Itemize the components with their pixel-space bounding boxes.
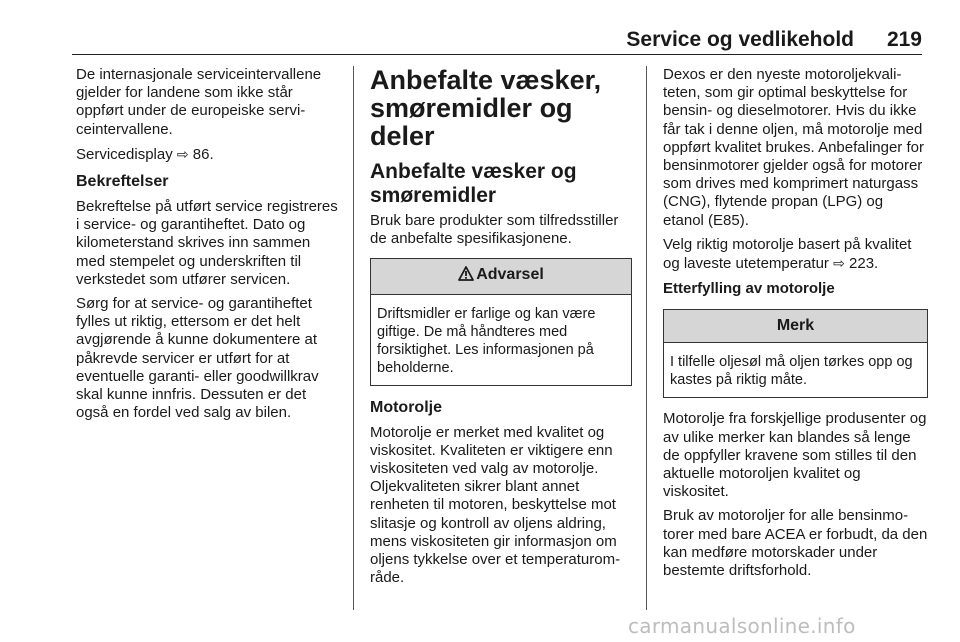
arrow-reference-icon: ⇨ bbox=[833, 255, 845, 272]
heading-motorolje: Motorolje bbox=[370, 398, 442, 416]
paragraph: Bruk bare produkter som tilfredsstiller de anbefalte spesifikasjonene. bbox=[370, 212, 619, 248]
page-header bbox=[72, 28, 922, 55]
column-middle bbox=[370, 66, 632, 593]
warning-box bbox=[370, 258, 632, 385]
page-reference-link[interactable]: 86. bbox=[192, 145, 214, 163]
section-title: Service og vedlikehold bbox=[626, 28, 854, 51]
warning-header bbox=[371, 259, 631, 294]
column-divider bbox=[646, 66, 647, 610]
warning-triangle-icon bbox=[458, 266, 474, 286]
column-divider bbox=[353, 66, 354, 610]
heading-bekreftelser: Bekreftelser bbox=[76, 173, 169, 191]
arrow-reference-icon: ⇨ bbox=[176, 145, 189, 162]
note-header: Merk bbox=[664, 310, 927, 343]
column-left bbox=[76, 66, 340, 428]
chapter-heading: Anbefalte væsker, smøremidler og deler bbox=[370, 65, 602, 151]
paragraph: Bekreftelse på utført service registreres i service- og garantiheftet. Dato og kilometerstand skrives inn sammen med stempelet og underskriften til verkstedet som utfører servicen. bbox=[76, 198, 338, 288]
paragraph: Motorolje fra forskjellige produsenter og av ulike merker kan blandes så lenge de oppfyller kravene som stilles til den aktuelle motoroljen kvalitet og viskositet. bbox=[663, 410, 927, 501]
paragraph: Motorolje er merket med kvalitet og viskositet. Kvaliteten er viktigere enn viskositeten ved valg av motorolje. Oljekvaliteten sikrer blant annet renheten til motoren, beskyttelse mot slitasje og kontroll av oljens aldring, mens viskositeten gir informasjon om oljens tykkelse over et temperaturområde. bbox=[370, 423, 621, 587]
warning-body: Driftsmidler er farlige og kan være giftige. De må håndteres med forsiktighet. Les informasjonen på beholderne. bbox=[377, 305, 596, 376]
note-body: I tilfelle oljesøl må oljen tørkes opp og kastes på riktig måte. bbox=[670, 354, 913, 389]
paragraph bbox=[663, 236, 928, 273]
paragraph bbox=[76, 145, 340, 164]
page-number: 219 bbox=[886, 28, 922, 51]
paragraph: Sørg for at service- og garantiheftet fylles ut riktig, ettersom er det helt avgjørende å kunne dokumentere at påkrevde servicer er utført for at eventuelle garanti- eller goodwillkrav skal kunne innfris. Dessuten er det også en fordel ved salg av bilen. bbox=[76, 295, 319, 422]
watermark: carmanualsonline.info bbox=[628, 614, 856, 638]
section-heading: Anbefalte væsker og smøremidler bbox=[370, 160, 577, 207]
column-right bbox=[663, 66, 928, 586]
paragraph-text: Velg riktig motorolje basert på kvalitet og laveste utetemperatur bbox=[663, 235, 912, 273]
warning-title: Advarsel bbox=[476, 266, 544, 284]
note-box bbox=[663, 309, 928, 398]
cross-reference-label: Servicedisplay bbox=[76, 145, 173, 163]
paragraph: De internasjonale serviceintervallene gjelder for landene som ikke står oppført under de europeiske serviceintervallene. bbox=[76, 66, 322, 138]
heading-etterfylling: Etterfylling av motorolje bbox=[663, 280, 835, 298]
paragraph: Dexos er den nyeste motoroljekvaliteten, som gir optimal beskyttelse for bensin- og dieselmotorer. Hvis du ikke får tak i denne oljen, må motorolje med oppført kvalitet brukes. Anbefalinger for bensinmotorer gjelder også for motorer som drives med komprimert naturgass (CNG), flytende propan (LPG) og etanol (E85). bbox=[663, 66, 924, 229]
page-reference-link[interactable]: 223. bbox=[849, 255, 879, 273]
paragraph: Bruk av motoroljer for alle bensinmotorer med bare ACEA er forbudt, da den kan medføre motorskader under bestemte driftsforhold. bbox=[663, 507, 928, 580]
